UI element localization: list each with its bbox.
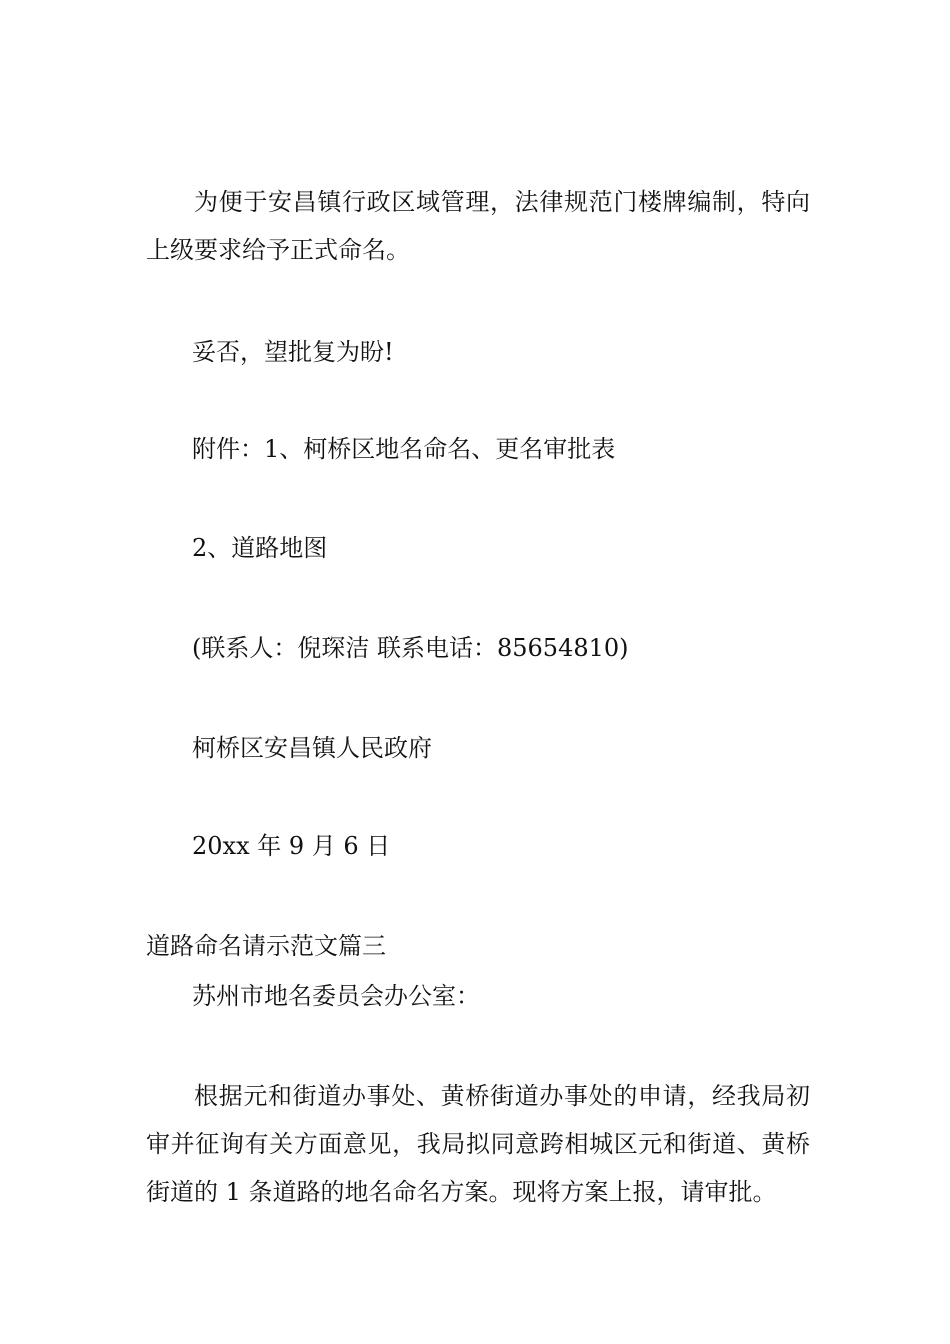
section-title: 道路命名请示范文篇三	[146, 932, 386, 960]
attachment-1: 附件：1、柯桥区地名命名、更名审批表	[192, 435, 616, 463]
paragraph-approval-request: 妥否，望批复为盼!	[192, 338, 394, 366]
attachment-2: 2、道路地图	[192, 534, 328, 562]
paragraph-naming-request: 为便于安昌镇行政区域管理，法律规范门楼牌编制，特向上级要求给予正式命名。	[146, 188, 810, 264]
document-date: 20xx 年 9 月 6 日	[192, 832, 391, 860]
addressee: 苏州市地名委员会办公室：	[192, 982, 480, 1010]
paragraph-proposal: 根据元和街道办事处、黄桥街道办事处的申请，经我局初审并征询有关方面意见，我局拟同意跨相城区元和街道、黄桥街道的 1 条道路的地名命名方案。现将方案上报，请审批。	[146, 1082, 810, 1206]
signature-organization: 柯桥区安昌镇人民政府	[192, 734, 432, 762]
contact-info: (联系人：倪琛洁 联系电话：85654810)	[192, 634, 629, 662]
